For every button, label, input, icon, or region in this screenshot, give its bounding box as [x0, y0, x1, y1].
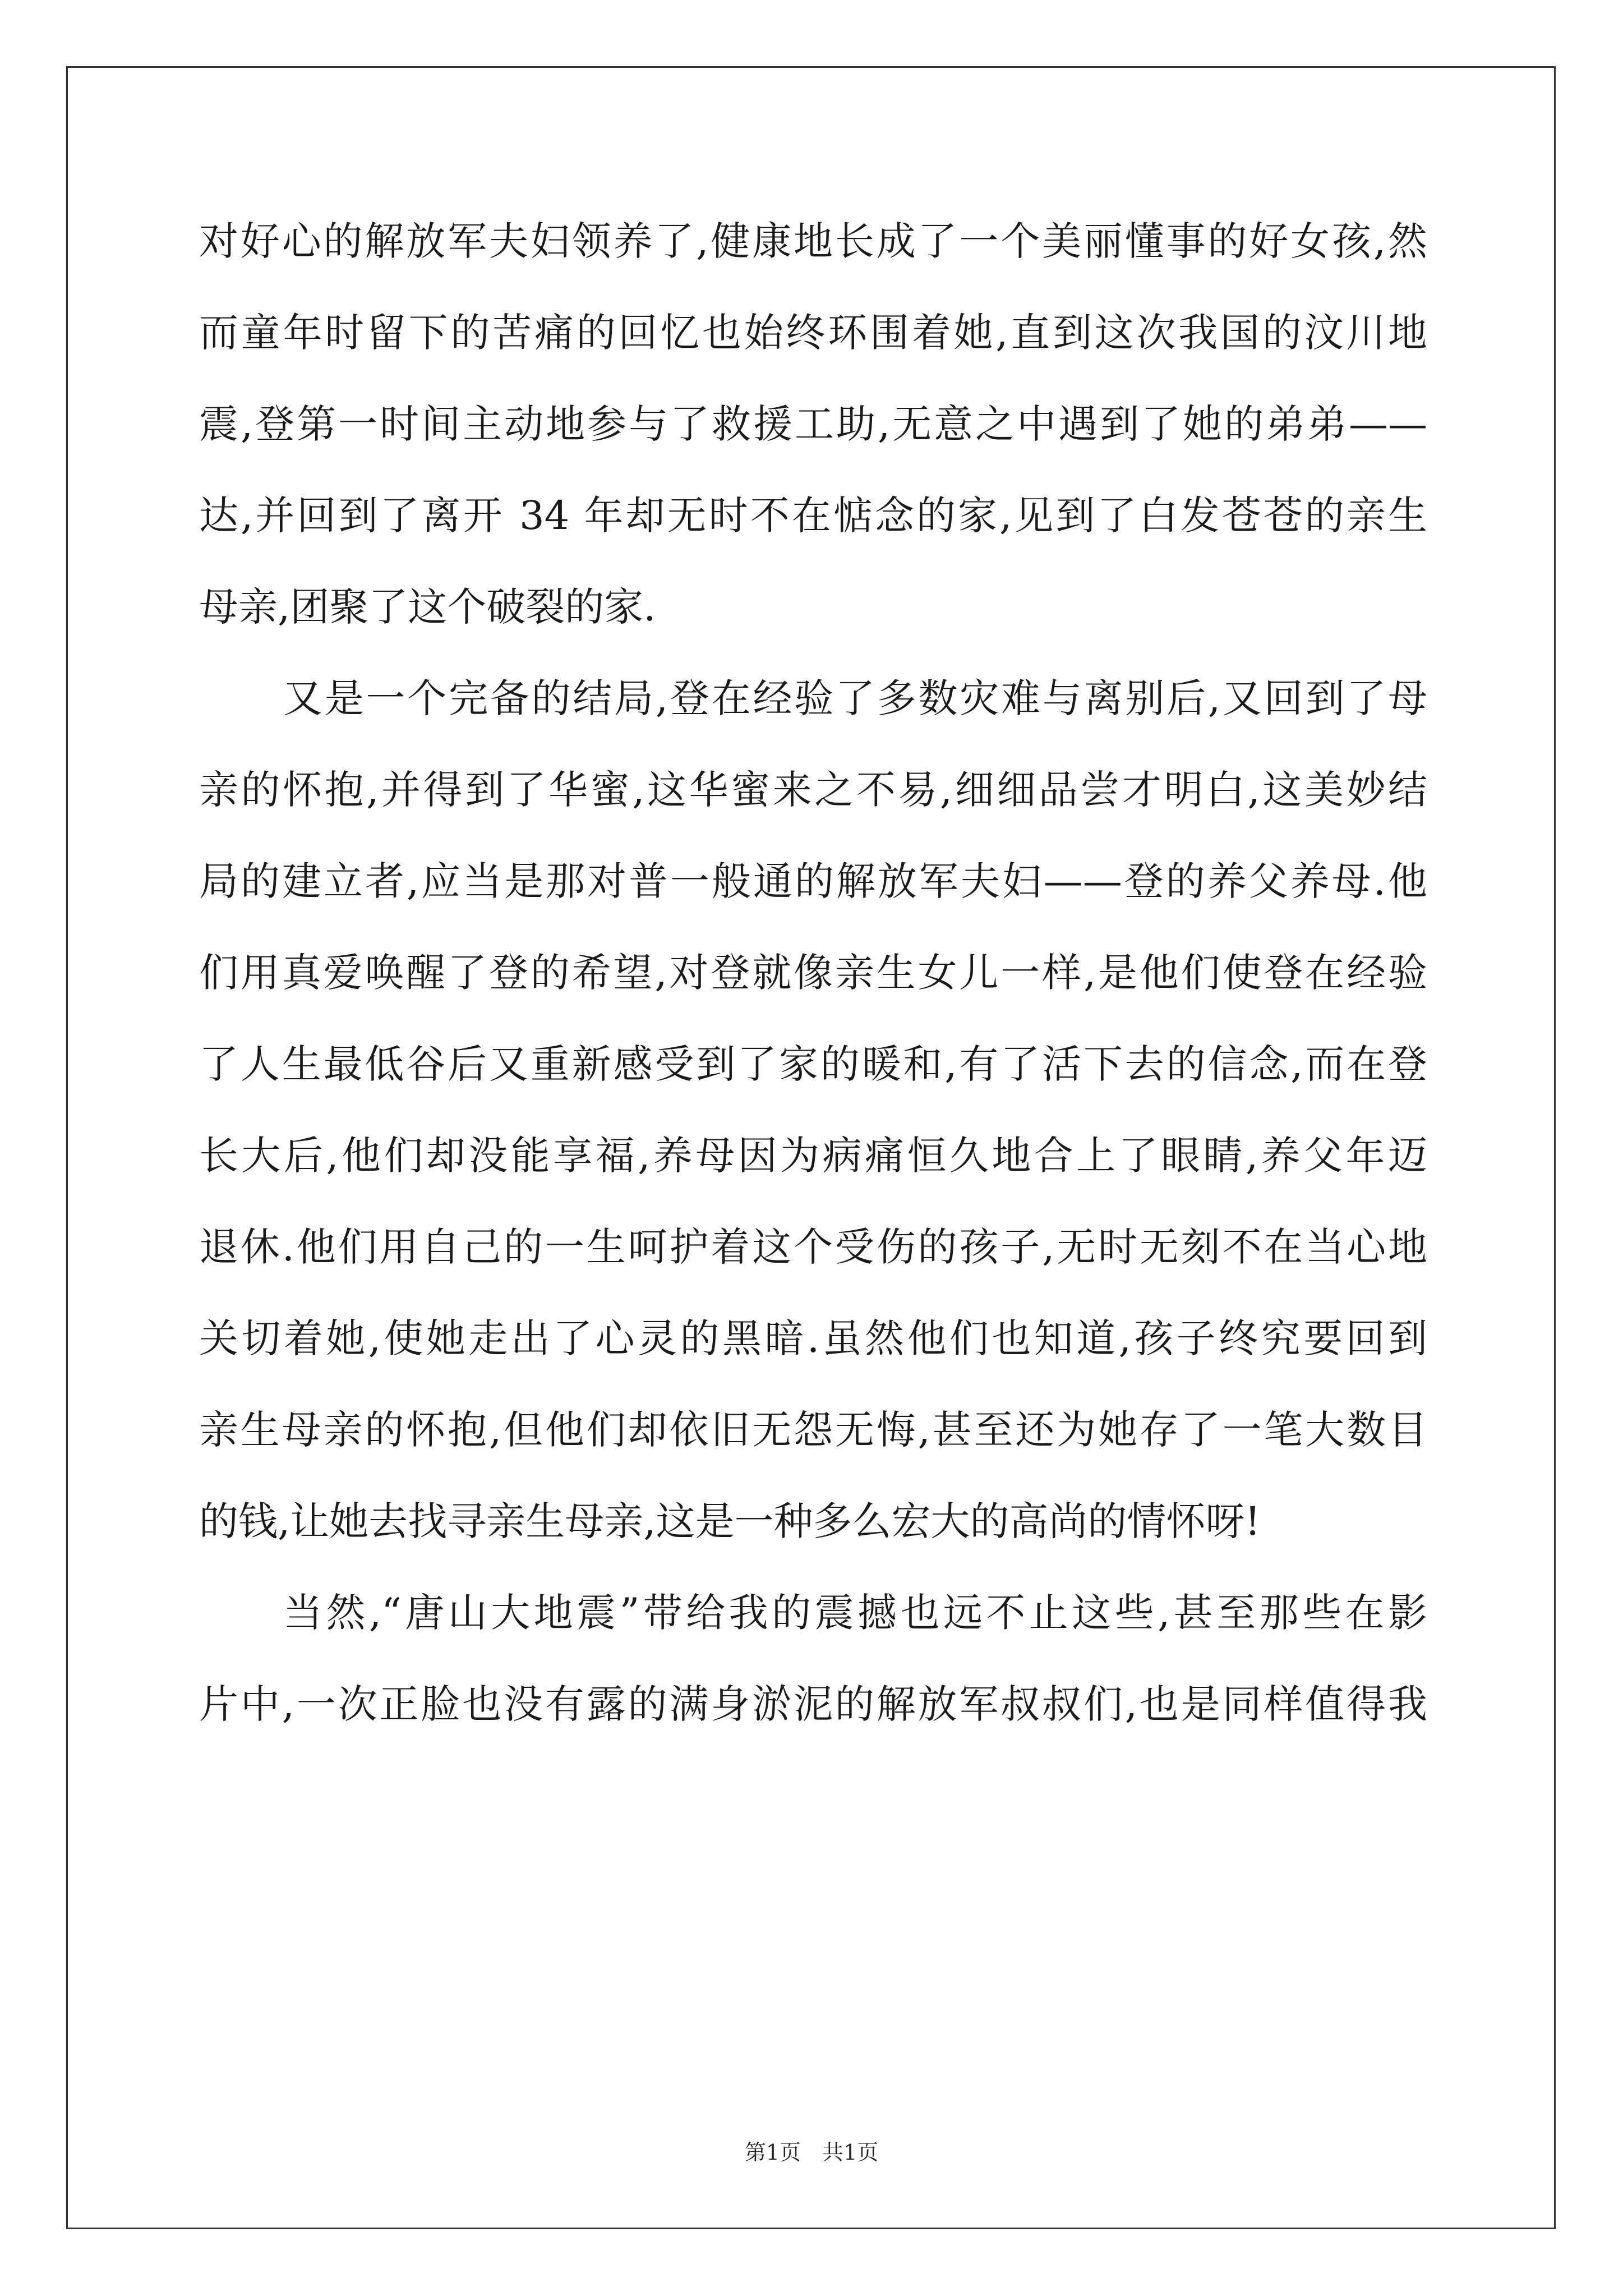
- text-line: 亲生母亲的怀抱,但他们却依旧无怨无悔,甚至还为她存了一笔大数目: [199, 1407, 1427, 1453]
- text-line: 长大后,他们却没能享福,养母因为病痛恒久地合上了眼睛,养父年迈: [199, 1133, 1427, 1179]
- text-line: 关切着她,使她走出了心灵的黑暗.虽然他们也知道,孩子终究要回到: [199, 1315, 1427, 1361]
- body-text: [199, 218, 1427, 1776]
- text-line: 局的建立者,应当是那对普一般通的解放军夫妇——登的养父养母.他: [199, 858, 1427, 904]
- text-line: 震,登第一时间主动地参与了救援工助,无意之中遇到了她的弟弟——: [199, 401, 1427, 447]
- text-line: 的钱,让她去找寻亲生母亲,这是一种多么宏大的高尚的情怀呀!: [199, 1498, 1261, 1544]
- text-line: 亲的怀抱,并得到了华蜜,这华蜜来之不易,细细品尝才明白,这美妙结: [199, 767, 1427, 813]
- text-line: 退休.他们用自己的一生呵护着这个受伤的孩子,无时无刻不在当心地: [199, 1224, 1427, 1270]
- text-line: 对好心的解放军夫妇领养了,健康地长成了一个美丽懂事的好女孩,然: [199, 218, 1427, 264]
- text-line: 母亲,团聚了这个破裂的家.: [199, 584, 656, 630]
- page-number: 第1页 共1页: [744, 2140, 879, 2165]
- paragraph-first-line: 又是一个完备的结局,登在经验了多数灾难与离别后,又回到了母: [283, 675, 1427, 721]
- text-line: 们用真爱唤醒了登的希望,对登就像亲生女儿一样,是他们使登在经验: [199, 950, 1427, 996]
- paragraph-first-line: 当然,“唐山大地震”带给我的震撼也远不止这些,甚至那些在影: [283, 1590, 1427, 1636]
- text-line: 片中,一次正脸也没有露的满身淤泥的解放军叔叔们,也是同样值得我: [199, 1681, 1427, 1727]
- text-line: 达,并回到了离开 34 年却无时不在惦念的家,见到了白发苍苍的亲生: [199, 493, 1427, 539]
- text-line: 了人生最低谷后又重新感受到了家的暖和,有了活下去的信念,而在登: [199, 1041, 1427, 1087]
- text-line: 而童年时留下的苦痛的回忆也始终环围着她,直到这次我国的汶川地: [199, 310, 1427, 356]
